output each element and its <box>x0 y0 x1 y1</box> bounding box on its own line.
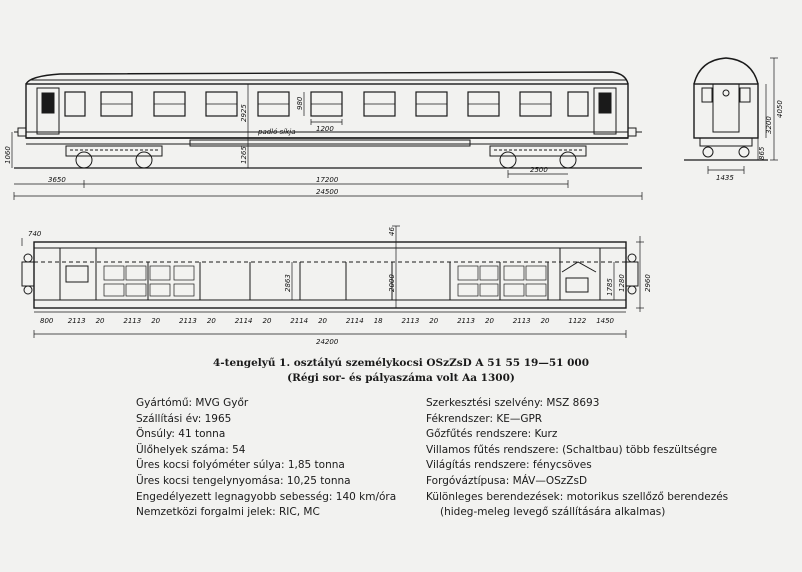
plan-segment-dim: 20 <box>95 317 105 325</box>
dim-980: 980 <box>296 96 304 110</box>
dim-1265: 1265 <box>240 146 248 164</box>
dim-1785: 1785 <box>606 278 614 296</box>
plan-segment-dim: 1450 <box>596 317 615 325</box>
dim-4050: 4050 <box>776 100 784 118</box>
spec-weight-per-meter: Üres kocsi folyóméter súlya: 1,85 tonna <box>136 459 345 472</box>
dim-2000: 2000 <box>388 274 396 292</box>
bogie-left <box>66 146 162 168</box>
plan-segment-dim: 20 <box>318 317 328 325</box>
plan-segment-dim: 2114 <box>345 317 364 325</box>
side-windows <box>65 92 588 116</box>
dim-2925: 2925 <box>240 104 248 122</box>
plan-segment-dim: 1122 <box>568 317 587 325</box>
plan-segment-dim: 18 <box>373 317 383 325</box>
spec-special-equipment-note: (hideg-meleg levegő szállítására alkalmas) <box>440 506 666 519</box>
spec-axle-load: Üres kocsi tengelynyomása: 10,25 tonna <box>136 474 351 487</box>
spec-electric-heating: Villamos fűtés rendszere: (Schaltbau) több feszültségre <box>426 443 718 456</box>
spec-brake-system: Fékrendszer: KE—GPR <box>426 412 543 425</box>
plan-segment-dim: 20 <box>485 317 494 325</box>
spec-special-equipment: Különleges berendezések: motorikus szellőző berendezés <box>426 490 729 503</box>
plan-segment-dim: 2113 <box>457 317 475 325</box>
plan-segment-dim: 2113 <box>179 317 197 325</box>
dim-2500: 2500 <box>530 166 548 174</box>
dim-740: 740 <box>28 230 42 238</box>
plan-segment-dim: 2113 <box>123 317 142 325</box>
plan-segment-dim: 20 <box>429 317 439 325</box>
drawing-title: 4-tengelyű 1. osztályú személykocsi OSzZsD A 51 55 19—51 000 <box>212 357 590 369</box>
plan-segment-dim: 20 <box>540 317 550 325</box>
plan-segment-dim: 20 <box>151 317 161 325</box>
floor-level-label: padló síkja <box>258 128 296 136</box>
dim-24500: 24500 <box>316 188 339 196</box>
dim-1200: 1200 <box>316 125 334 133</box>
plan-segment-dim: 2113 <box>401 317 420 325</box>
dim-46: 46 <box>388 227 396 236</box>
plan-view <box>22 242 638 308</box>
plan-segment-dim: 20 <box>206 317 216 325</box>
dim-2863: 2863 <box>284 274 292 292</box>
side-view <box>14 72 642 168</box>
plan-segment-dim: 2113 <box>67 317 86 325</box>
dim-3650: 3650 <box>48 176 66 184</box>
end-view <box>684 58 768 160</box>
specs-right <box>426 396 728 521</box>
spec-max-speed: Engedélyezett legnagyobb sebesség: 140 km/óra <box>136 490 397 503</box>
spec-steam-heating: Gőzfűtés rendszere: Kurz <box>426 428 558 441</box>
spec-lighting: Világítás rendszere: fénycsöves <box>426 459 592 472</box>
spec-delivery-year: Szállítási év: 1965 <box>136 412 232 425</box>
dim-865: 865 <box>758 146 766 160</box>
plan-segment-dim: 800 <box>40 317 54 325</box>
spec-bogie-type: Forgóváztípusa: MÁV—OSzZsD <box>426 474 588 487</box>
plan-segment-dim: 2114 <box>290 317 309 325</box>
spec-manufacturer: Gyártómű: MVG Győr <box>136 397 249 409</box>
plan-segment-dim: 20 <box>262 317 272 325</box>
dim-3200: 3200 <box>765 116 773 134</box>
spec-traffic-marks: Nemzetközi forgalmi jelek: RIC, MC <box>136 506 320 519</box>
spec-gauge-profile: Szerkesztési szelvény: MSZ 8693 <box>426 397 600 409</box>
dim-24200: 24200 <box>316 338 339 346</box>
drawing-subtitle: (Régi sor- és pályaszáma volt Aa 1300) <box>287 372 515 384</box>
spec-seats: Ülőhelyek száma: 54 <box>136 443 246 456</box>
bogie-right <box>490 146 586 168</box>
dim-1060: 1060 <box>4 146 12 164</box>
dim-1280: 1280 <box>618 274 626 292</box>
plan-segment-dimensions <box>40 317 615 325</box>
plan-segment-dim: 2113 <box>512 317 531 325</box>
spec-tare-weight: Önsúly: 41 tonna <box>136 428 226 441</box>
plan-segment-dim: 2114 <box>234 317 253 325</box>
dim-1435: 1435 <box>716 174 734 182</box>
dim-17200: 17200 <box>316 176 339 184</box>
specs-left <box>136 396 396 521</box>
dim-2960: 2960 <box>644 274 652 292</box>
